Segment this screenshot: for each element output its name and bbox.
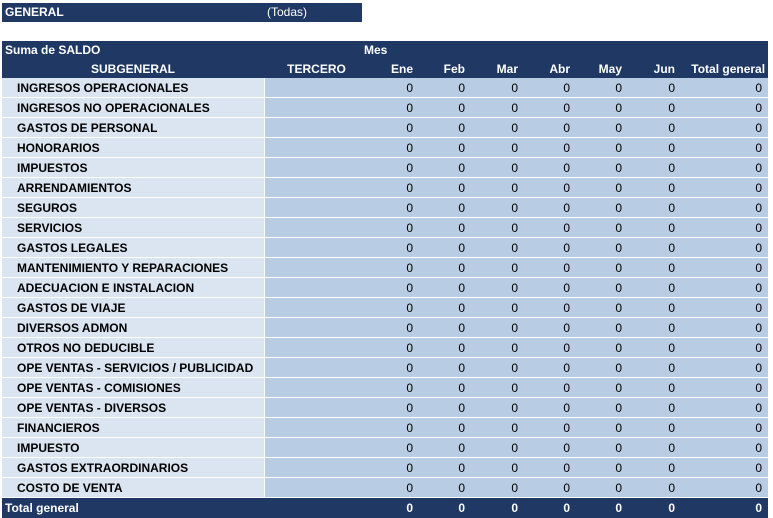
value-cell[interactable]: 0 (628, 338, 681, 358)
value-cell[interactable]: 0 (628, 98, 681, 118)
tercero-cell[interactable] (264, 218, 369, 238)
value-cell[interactable]: 0 (524, 218, 576, 238)
value-cell[interactable]: 0 (628, 478, 681, 498)
value-cell[interactable]: 0 (369, 158, 419, 178)
value-cell[interactable]: 0 (576, 478, 628, 498)
tercero-cell[interactable] (264, 438, 369, 458)
value-cell[interactable]: 0 (524, 118, 576, 138)
value-cell[interactable]: 0 (524, 78, 576, 98)
row-total-cell[interactable]: 0 (681, 318, 768, 338)
row-total-cell[interactable]: 0 (681, 218, 768, 238)
row-total-cell[interactable]: 0 (681, 478, 768, 498)
value-cell[interactable]: 0 (576, 138, 628, 158)
value-cell[interactable]: 0 (576, 238, 628, 258)
filter-value-dropdown[interactable]: (Todas) (267, 5, 307, 19)
value-cell[interactable]: 0 (369, 138, 419, 158)
row-label[interactable]: OPE VENTAS - COMISIONES (2, 378, 264, 398)
value-cell[interactable]: 0 (524, 198, 576, 218)
value-cell[interactable]: 0 (369, 198, 419, 218)
value-cell[interactable]: 0 (524, 478, 576, 498)
table-row[interactable] (2, 378, 768, 398)
value-cell[interactable]: 0 (419, 138, 471, 158)
value-cell[interactable]: 0 (628, 278, 681, 298)
tercero-header[interactable]: TERCERO (264, 59, 369, 78)
table-row[interactable] (2, 218, 768, 238)
value-cell[interactable]: 0 (419, 278, 471, 298)
value-cell[interactable]: 0 (419, 338, 471, 358)
table-row[interactable] (2, 398, 768, 418)
value-cell[interactable]: 0 (419, 498, 471, 518)
value-cell[interactable]: 0 (471, 418, 524, 438)
tercero-cell[interactable] (264, 98, 369, 118)
grand-total-row[interactable] (2, 498, 768, 518)
value-cell[interactable]: 0 (471, 118, 524, 138)
value-cell[interactable]: 0 (628, 118, 681, 138)
value-cell[interactable]: 0 (524, 458, 576, 478)
value-cell[interactable]: 0 (524, 278, 576, 298)
value-cell[interactable]: 0 (419, 218, 471, 238)
table-row[interactable] (2, 278, 768, 298)
row-total-cell[interactable]: 0 (681, 358, 768, 378)
tercero-cell[interactable] (264, 478, 369, 498)
value-cell[interactable]: 0 (369, 178, 419, 198)
value-cell[interactable]: 0 (471, 498, 524, 518)
table-row[interactable] (2, 358, 768, 378)
row-total-cell[interactable]: 0 (681, 98, 768, 118)
table-row[interactable] (2, 178, 768, 198)
row-total-cell[interactable]: 0 (681, 278, 768, 298)
tercero-cell[interactable] (264, 498, 369, 518)
value-cell[interactable]: 0 (524, 138, 576, 158)
row-label[interactable]: HONORARIOS (2, 138, 264, 158)
value-cell[interactable]: 0 (471, 218, 524, 238)
row-label[interactable]: GASTOS DE VIAJE (2, 298, 264, 318)
value-cell[interactable]: 0 (419, 178, 471, 198)
row-label[interactable]: GASTOS DE PERSONAL (2, 118, 264, 138)
row-label[interactable]: MANTENIMIENTO Y REPARACIONES (2, 258, 264, 278)
value-cell[interactable]: 0 (471, 358, 524, 378)
row-total-cell[interactable]: 0 (681, 178, 768, 198)
value-cell[interactable]: 0 (628, 318, 681, 338)
value-cell[interactable]: 0 (369, 78, 419, 98)
row-total-cell[interactable]: 0 (681, 258, 768, 278)
value-cell[interactable]: 0 (471, 438, 524, 458)
month-header[interactable]: Jun (628, 59, 681, 78)
tercero-cell[interactable] (264, 78, 369, 98)
value-cell[interactable]: 0 (628, 238, 681, 258)
row-label[interactable]: SERVICIOS (2, 218, 264, 238)
value-cell[interactable]: 0 (369, 398, 419, 418)
tercero-cell[interactable] (264, 158, 369, 178)
table-row[interactable] (2, 98, 768, 118)
table-row[interactable] (2, 438, 768, 458)
value-cell[interactable]: 0 (471, 238, 524, 258)
value-cell[interactable]: 0 (576, 178, 628, 198)
value-cell[interactable]: 0 (576, 98, 628, 118)
value-cell[interactable]: 0 (419, 438, 471, 458)
value-cell[interactable]: 0 (628, 78, 681, 98)
pivot-table (2, 41, 768, 518)
value-cell[interactable]: 0 (419, 78, 471, 98)
tercero-cell[interactable] (264, 278, 369, 298)
value-cell[interactable]: 0 (628, 358, 681, 378)
table-row[interactable] (2, 118, 768, 138)
row-label[interactable]: ARRENDAMIENTOS (2, 178, 264, 198)
value-cell[interactable]: 0 (524, 418, 576, 438)
row-total-cell[interactable]: 0 (681, 118, 768, 138)
row-label[interactable]: DIVERSOS ADMON (2, 318, 264, 338)
value-cell[interactable]: 0 (628, 218, 681, 238)
value-cell[interactable]: 0 (576, 158, 628, 178)
value-cell[interactable]: 0 (628, 378, 681, 398)
tercero-cell[interactable] (264, 298, 369, 318)
row-total-cell[interactable]: 0 (681, 238, 768, 258)
value-cell[interactable]: 0 (524, 438, 576, 458)
value-cell[interactable]: 0 (576, 258, 628, 278)
value-cell[interactable]: 0 (369, 218, 419, 238)
table-row[interactable] (2, 238, 768, 258)
value-cell[interactable]: 0 (576, 378, 628, 398)
row-label[interactable]: GASTOS EXTRAORDINARIOS (2, 458, 264, 478)
tercero-cell[interactable] (264, 258, 369, 278)
value-cell[interactable]: 0 (576, 338, 628, 358)
value-cell[interactable]: 0 (419, 398, 471, 418)
month-header[interactable]: Mar (471, 59, 524, 78)
total-row-label[interactable]: Total general (2, 498, 264, 518)
value-cell[interactable]: 0 (471, 98, 524, 118)
filter-field-name: GENERAL (5, 5, 64, 19)
value-cell[interactable]: 0 (419, 98, 471, 118)
month-header[interactable]: Abr (524, 59, 576, 78)
value-cell[interactable]: 0 (628, 418, 681, 438)
row-total-cell[interactable]: 0 (681, 418, 768, 438)
value-cell[interactable]: 0 (419, 298, 471, 318)
value-cell[interactable]: 0 (524, 338, 576, 358)
value-cell[interactable]: 0 (369, 98, 419, 118)
tercero-cell[interactable] (264, 358, 369, 378)
row-total-cell[interactable]: 0 (681, 138, 768, 158)
value-cell[interactable]: 0 (628, 398, 681, 418)
value-cell[interactable]: 0 (524, 98, 576, 118)
month-header[interactable]: May (576, 59, 628, 78)
table-row[interactable] (2, 338, 768, 358)
value-cell[interactable]: 0 (369, 498, 419, 518)
row-total-cell[interactable]: 0 (681, 458, 768, 478)
value-cell[interactable]: 0 (628, 178, 681, 198)
value-cell[interactable]: 0 (471, 258, 524, 278)
value-cell[interactable]: 0 (628, 198, 681, 218)
pivot-header-row-1 (2, 41, 768, 59)
column-field-text: Mes (364, 43, 387, 57)
value-cell[interactable]: 0 (471, 378, 524, 398)
value-cell[interactable]: 0 (471, 478, 524, 498)
value-cell[interactable]: 0 (576, 78, 628, 98)
value-cell[interactable]: 0 (471, 158, 524, 178)
value-cell[interactable]: 0 (524, 498, 576, 518)
row-label[interactable]: SEGUROS (2, 198, 264, 218)
value-cell[interactable]: 0 (419, 378, 471, 398)
value-cell[interactable]: 0 (471, 338, 524, 358)
tercero-cell[interactable] (264, 178, 369, 198)
value-cell[interactable]: 0 (369, 418, 419, 438)
value-cell[interactable]: 0 (369, 438, 419, 458)
row-total-cell[interactable]: 0 (681, 338, 768, 358)
row-total-cell[interactable]: 0 (681, 398, 768, 418)
value-cell[interactable]: 0 (471, 78, 524, 98)
value-cell[interactable]: 0 (576, 498, 628, 518)
value-cell[interactable]: 0 (369, 478, 419, 498)
table-row[interactable] (2, 138, 768, 158)
tercero-cell[interactable] (264, 418, 369, 438)
row-total-cell[interactable]: 0 (681, 378, 768, 398)
value-cell[interactable]: 0 (369, 298, 419, 318)
value-cell[interactable]: 0 (369, 238, 419, 258)
value-cell[interactable]: 0 (471, 198, 524, 218)
value-cell[interactable]: 0 (524, 358, 576, 378)
tercero-cell[interactable] (264, 398, 369, 418)
table-row[interactable] (2, 298, 768, 318)
value-cell[interactable]: 0 (369, 378, 419, 398)
row-label[interactable]: IMPUESTOS (2, 158, 264, 178)
row-label[interactable]: INGRESOS NO OPERACIONALES (2, 98, 264, 118)
row-label[interactable]: OTROS NO DEDUCIBLE (2, 338, 264, 358)
row-label[interactable]: INGRESOS OPERACIONALES (2, 78, 264, 98)
value-cell[interactable]: 0 (576, 438, 628, 458)
tercero-cell[interactable] (264, 138, 369, 158)
value-cell[interactable]: 0 (419, 158, 471, 178)
value-cell[interactable]: 0 (576, 318, 628, 338)
value-cell[interactable]: 0 (628, 158, 681, 178)
value-cell[interactable]: 0 (471, 398, 524, 418)
value-cell[interactable]: 0 (628, 458, 681, 478)
tercero-cell[interactable] (264, 118, 369, 138)
value-cell[interactable]: 0 (628, 138, 681, 158)
report-filter[interactable] (2, 3, 362, 22)
value-cell[interactable]: 0 (419, 358, 471, 378)
value-cell[interactable]: 0 (524, 158, 576, 178)
value-cell[interactable]: 0 (369, 458, 419, 478)
value-cell[interactable]: 0 (576, 358, 628, 378)
pivot-header-row-2 (2, 59, 768, 78)
row-total-cell[interactable]: 0 (681, 158, 768, 178)
row-total-cell[interactable]: 0 (681, 438, 768, 458)
value-cell[interactable]: 0 (419, 238, 471, 258)
value-cell[interactable]: 0 (369, 258, 419, 278)
table-row[interactable] (2, 318, 768, 338)
value-cell[interactable]: 0 (524, 398, 576, 418)
value-cell[interactable]: 0 (524, 178, 576, 198)
value-cell[interactable]: 0 (471, 178, 524, 198)
value-cell[interactable]: 0 (369, 278, 419, 298)
value-cell[interactable]: 0 (471, 318, 524, 338)
row-label[interactable]: ADECUACION E INSTALACION (2, 278, 264, 298)
row-label[interactable]: OPE VENTAS - DIVERSOS (2, 398, 264, 418)
value-cell[interactable]: 0 (369, 358, 419, 378)
value-cell[interactable]: 0 (471, 278, 524, 298)
value-cell[interactable]: 0 (419, 258, 471, 278)
value-cell[interactable]: 0 (524, 378, 576, 398)
value-cell[interactable]: 0 (369, 318, 419, 338)
table-row[interactable] (2, 78, 768, 98)
tercero-cell[interactable] (264, 378, 369, 398)
row-total-cell[interactable]: 0 (681, 298, 768, 318)
row-field-header[interactable]: SUBGENERAL (2, 59, 264, 78)
value-cell[interactable]: 0 (576, 458, 628, 478)
value-cell[interactable]: 0 (576, 278, 628, 298)
measure-label[interactable]: Suma de SALDO (2, 41, 264, 59)
row-total-cell[interactable]: 0 (681, 498, 768, 518)
value-cell[interactable]: 0 (419, 318, 471, 338)
value-cell[interactable]: 0 (628, 438, 681, 458)
value-cell[interactable]: 0 (524, 258, 576, 278)
tercero-cell[interactable] (264, 318, 369, 338)
tercero-cell[interactable] (264, 458, 369, 478)
value-cell[interactable]: 0 (419, 198, 471, 218)
table-row[interactable] (2, 158, 768, 178)
month-header[interactable]: Feb (419, 59, 471, 78)
row-label[interactable]: COSTO DE VENTA (2, 478, 264, 498)
tercero-cell[interactable] (264, 198, 369, 218)
row-label[interactable]: GASTOS LEGALES (2, 238, 264, 258)
value-cell[interactable]: 0 (369, 338, 419, 358)
row-total-cell[interactable]: 0 (681, 78, 768, 98)
table-row[interactable] (2, 418, 768, 438)
value-cell[interactable]: 0 (628, 258, 681, 278)
value-cell[interactable]: 0 (419, 478, 471, 498)
table-row[interactable] (2, 198, 768, 218)
row-total-cell[interactable]: 0 (681, 198, 768, 218)
table-row[interactable] (2, 258, 768, 278)
value-cell[interactable]: 0 (576, 418, 628, 438)
value-cell[interactable]: 0 (576, 198, 628, 218)
value-cell[interactable]: 0 (628, 298, 681, 318)
table-row[interactable] (2, 478, 768, 498)
tercero-cell[interactable] (264, 338, 369, 358)
value-cell[interactable]: 0 (628, 498, 681, 518)
value-cell[interactable]: 0 (576, 398, 628, 418)
value-cell[interactable]: 0 (576, 218, 628, 238)
value-cell[interactable]: 0 (524, 318, 576, 338)
value-cell[interactable]: 0 (524, 298, 576, 318)
value-cell[interactable]: 0 (419, 458, 471, 478)
value-cell[interactable]: 0 (419, 118, 471, 138)
value-cell[interactable]: 0 (369, 118, 419, 138)
tercero-cell[interactable] (264, 238, 369, 258)
value-cell[interactable]: 0 (471, 458, 524, 478)
month-header[interactable]: Ene (369, 59, 419, 78)
value-cell[interactable]: 0 (576, 118, 628, 138)
row-label[interactable]: IMPUESTO (2, 438, 264, 458)
value-cell[interactable]: 0 (576, 298, 628, 318)
value-cell[interactable]: 0 (471, 298, 524, 318)
value-cell[interactable]: 0 (471, 138, 524, 158)
total-header[interactable]: Total general (681, 59, 768, 78)
table-row[interactable] (2, 458, 768, 478)
column-field-label[interactable] (369, 41, 768, 59)
row-label[interactable]: FINANCIEROS (2, 418, 264, 438)
value-cell[interactable]: 0 (524, 238, 576, 258)
row-label[interactable]: OPE VENTAS - SERVICIOS / PUBLICIDAD (2, 358, 264, 378)
value-cell[interactable]: 0 (419, 418, 471, 438)
